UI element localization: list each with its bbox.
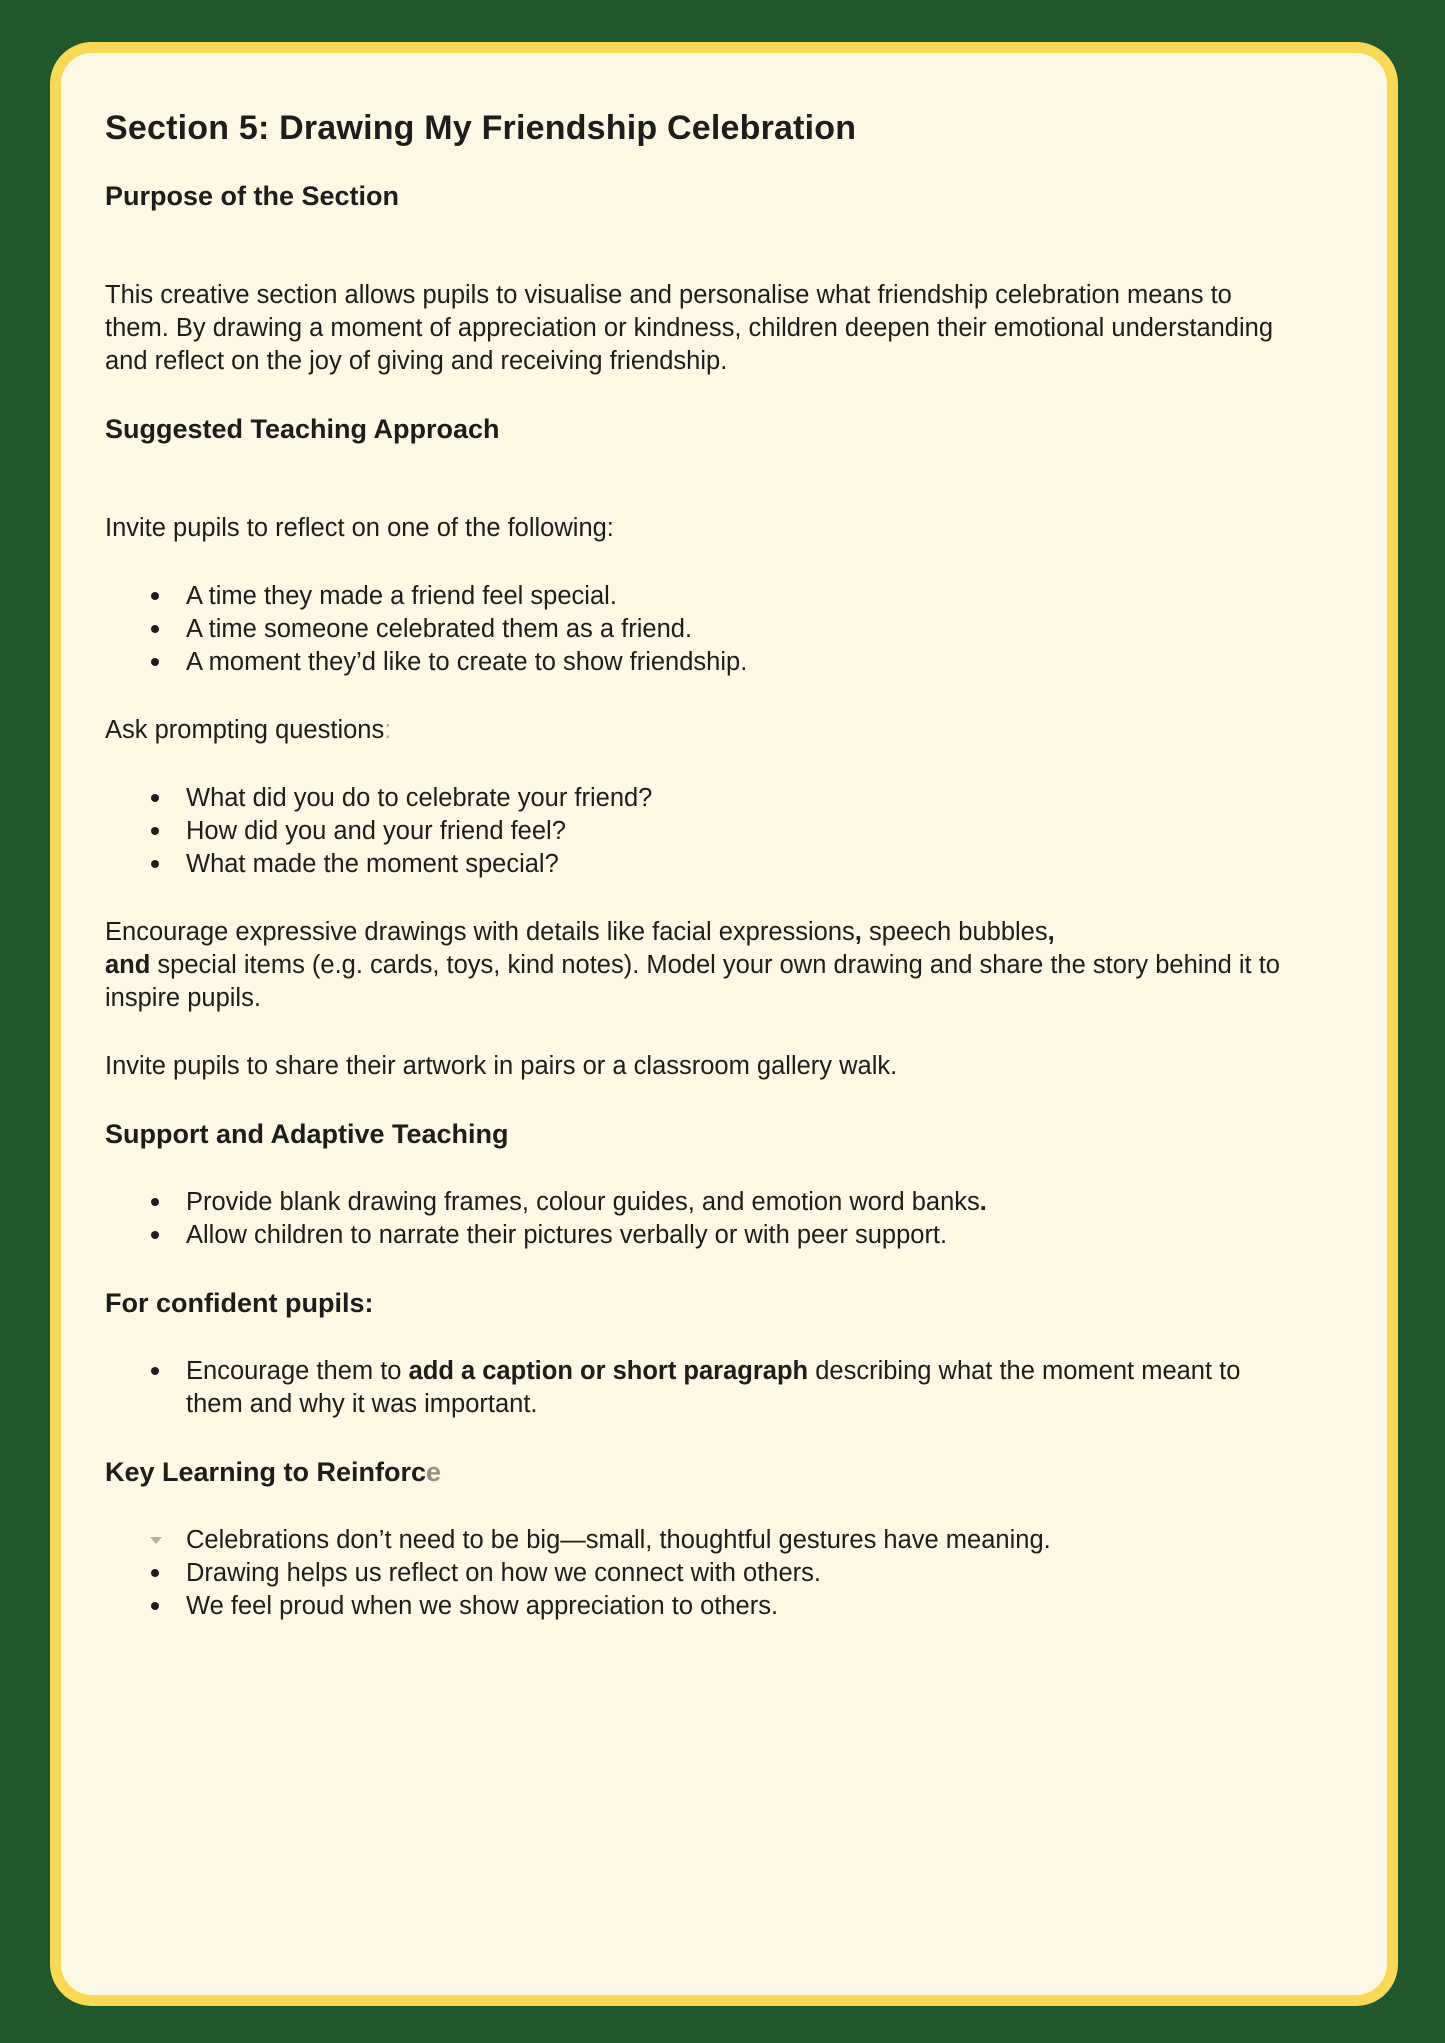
list-item xyxy=(105,1186,1297,1219)
list-item-text: A time they made a friend feel special. xyxy=(186,582,617,610)
list-item-text: describing what the moment meant to them and why it was important. xyxy=(186,1357,1241,1418)
bullet-icon xyxy=(151,1231,159,1239)
key-learning-list xyxy=(105,1524,1297,1623)
list-item xyxy=(105,1219,1297,1252)
purpose-heading: Purpose of the Section xyxy=(105,181,400,211)
list-item xyxy=(105,1355,1297,1421)
bullet-icon xyxy=(151,658,159,666)
bullet-icon xyxy=(151,1602,159,1610)
encourage-text: Encourage expressive drawings with details like facial expressions xyxy=(105,918,855,946)
bold-period: . xyxy=(979,1188,987,1216)
bold-comma: , xyxy=(854,918,862,946)
bullet-icon xyxy=(151,625,159,633)
bullet-icon xyxy=(151,794,159,802)
list-item-text: Celebrations don’t need to be big—small, thoughtful gestures have meaning. xyxy=(186,1526,1051,1554)
worksheet-card xyxy=(50,42,1398,2006)
bullet-icon xyxy=(151,1569,159,1577)
faded-chevron-bullet-icon xyxy=(150,1537,162,1544)
bullet-icon xyxy=(151,1198,159,1206)
support-heading: Support and Adaptive Teaching xyxy=(105,1119,509,1149)
bold-comma: , xyxy=(1047,918,1055,946)
list-item-text: A moment they’d like to create to show friendship. xyxy=(186,648,748,676)
encourage-bold-and: and xyxy=(105,951,151,979)
key-learning-heading-text: Key Learning to Reinforc xyxy=(105,1457,427,1487)
list-item-text: What made the moment special? xyxy=(186,850,559,878)
prompt-intro xyxy=(105,714,1297,747)
share-line: Invite pupils to share their artwork in pairs or a classroom gallery walk. xyxy=(105,1052,898,1080)
list-item-text: Allow children to narrate their pictures verbally or with peer support. xyxy=(186,1221,948,1249)
list-item xyxy=(105,613,1297,646)
prompt-intro-text: Ask prompting questions xyxy=(105,716,385,744)
list-item xyxy=(105,1557,1297,1590)
encourage-text: special items (e.g. cards, toys, kind notes). Model your own drawing and share the story behind it to inspire pupils. xyxy=(105,951,1280,1012)
faded-letter: e xyxy=(426,1457,442,1487)
bullet-icon xyxy=(151,1367,159,1375)
confident-list xyxy=(105,1355,1297,1421)
prompt-list xyxy=(105,782,1297,881)
key-learning-heading xyxy=(105,1456,1297,1489)
list-item-text: Encourage them to xyxy=(186,1357,409,1385)
purpose-paragraph: This creative section allows pupils to visualise and personalise what friendship celebration means to them. By drawing a moment of appreciation or kindness, children deepen their emotional understanding and reflect on the joy of giving and receiving friendship. xyxy=(105,281,1274,375)
bullet-icon xyxy=(151,592,159,600)
section-title: Section 5: Drawing My Friendship Celebration xyxy=(105,109,857,147)
list-item-text: We feel proud when we show appreciation to others. xyxy=(186,1592,779,1620)
reflect-intro: Invite pupils to reflect on one of the following: xyxy=(105,514,614,542)
list-item-text: How did you and your friend feel? xyxy=(186,817,566,845)
list-item-text: A time someone celebrated them as a friend. xyxy=(186,615,693,643)
list-item xyxy=(105,815,1297,848)
list-item xyxy=(105,848,1297,881)
list-item-text: Drawing helps us reflect on how we connect with others. xyxy=(186,1559,821,1587)
list-item xyxy=(105,782,1297,815)
encourage-paragraph xyxy=(105,916,1297,1015)
caption-bold-text: add a caption or short paragraph xyxy=(408,1357,809,1385)
faded-colon: : xyxy=(384,716,392,744)
list-item xyxy=(105,580,1297,613)
bullet-icon xyxy=(151,860,159,868)
list-item xyxy=(105,1590,1297,1623)
list-item-text: Provide blank drawing frames, colour guides, and emotion word banks xyxy=(186,1188,980,1216)
reflect-list xyxy=(105,580,1297,679)
list-item xyxy=(105,646,1297,679)
support-list xyxy=(105,1186,1297,1252)
list-item-text: What did you do to celebrate your friend? xyxy=(186,784,653,812)
list-item xyxy=(105,1524,1297,1557)
encourage-text: speech bubbles xyxy=(861,918,1048,946)
teaching-approach-heading: Suggested Teaching Approach xyxy=(105,414,500,444)
bullet-icon xyxy=(151,827,159,835)
confident-pupils-heading: For confident pupils: xyxy=(105,1288,374,1318)
